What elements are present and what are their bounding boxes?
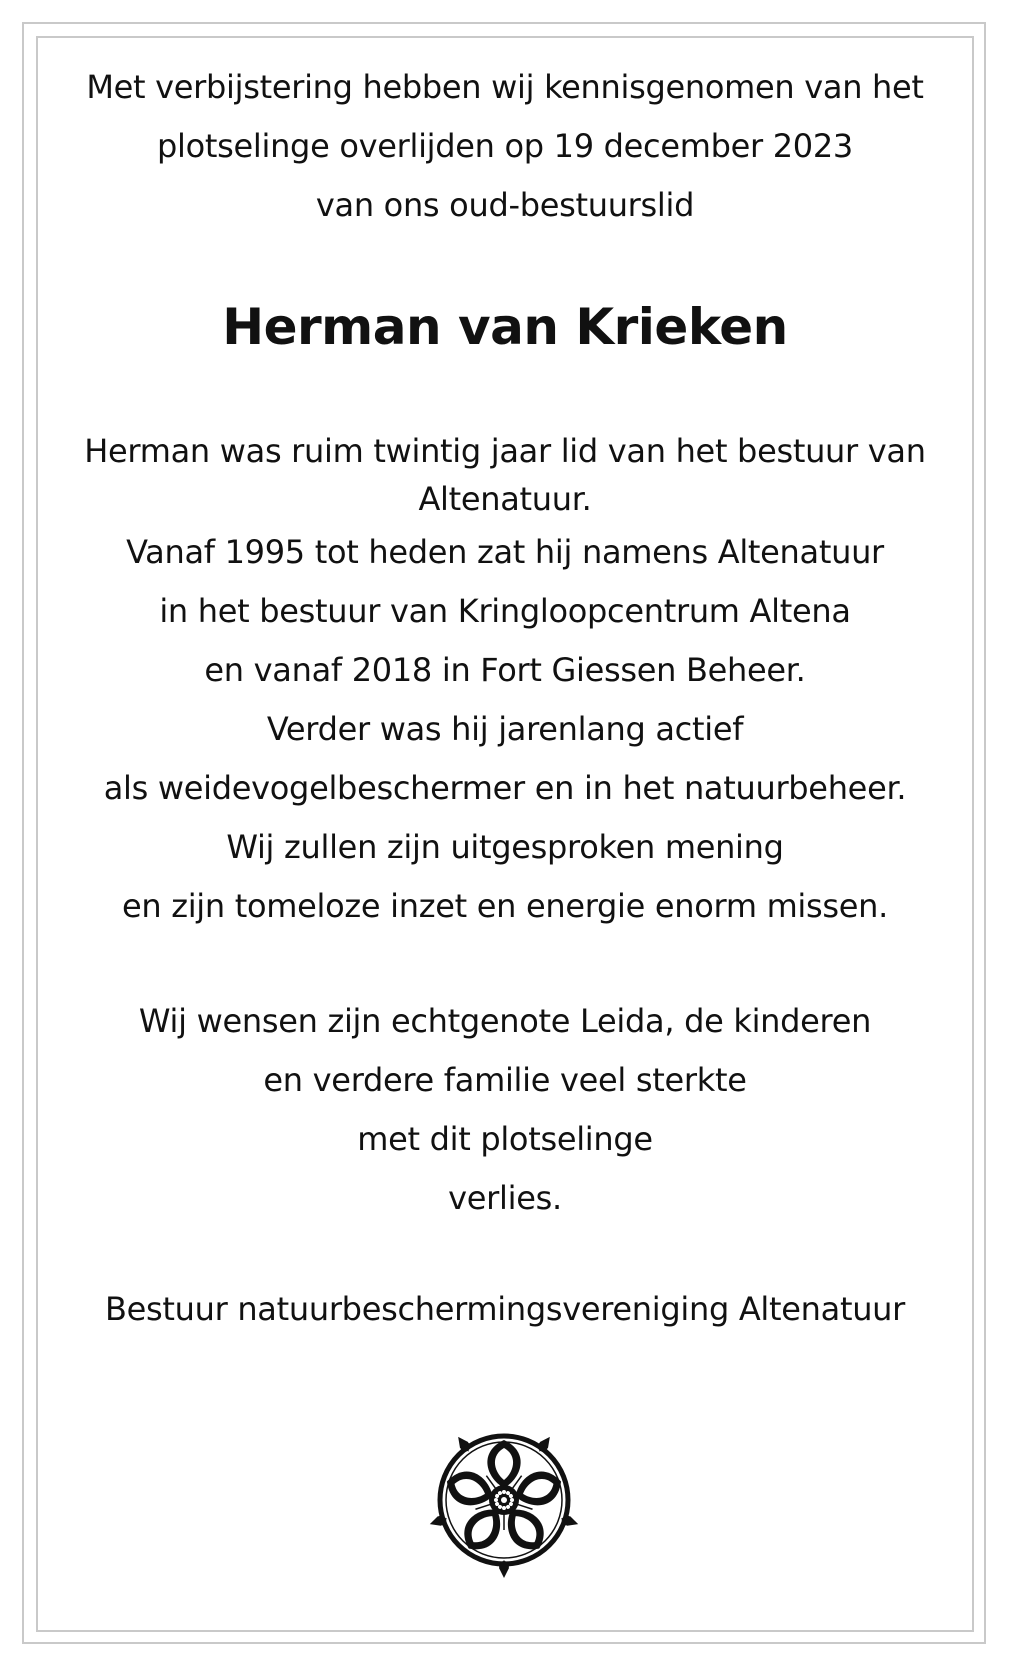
tribute-line-5: en vanaf 2018 in Fort Giessen Beheer. bbox=[204, 651, 806, 689]
tribute-line-2: Altenatuur. bbox=[418, 480, 592, 518]
intro-line-1: Met verbijstering hebben wij kennisgenomen van het bbox=[86, 68, 924, 106]
condolence-line-2: en verdere familie veel sterkte bbox=[263, 1061, 747, 1099]
tribute-line-7: als weidevogelbeschermer en in het natuurbeheer. bbox=[103, 769, 907, 807]
section-gap bbox=[40, 1228, 970, 1280]
signature: Bestuur natuurbeschermingsvereniging Altenatuur bbox=[104, 1290, 906, 1328]
altenatuur-rosette-logo-icon bbox=[424, 1420, 584, 1580]
tribute-line-6: Verder was hij jarenlang actief bbox=[266, 710, 744, 748]
intro-line-2: plotselinge overlijden op 19 december 2023 bbox=[157, 127, 853, 165]
obituary-text bbox=[40, 58, 970, 1339]
condolence-line-3: met dit plotselinge bbox=[357, 1120, 653, 1158]
intro-line-3: van ons oud-bestuurslid bbox=[315, 186, 695, 224]
deceased-name: Herman van Krieken bbox=[222, 298, 788, 356]
tribute-line-9: en zijn tomeloze inzet en energie enorm missen. bbox=[121, 887, 889, 925]
tribute-line-3: Vanaf 1995 tot heden zat hij namens Altenatuur bbox=[126, 533, 884, 571]
tribute-line-4: in het bestuur van Kringloopcentrum Altena bbox=[159, 592, 851, 630]
condolence-line-4: verlies. bbox=[448, 1179, 562, 1217]
section-gap bbox=[40, 936, 970, 992]
tribute-line-1: Herman was ruim twintig jaar lid van het bestuur van bbox=[84, 432, 926, 470]
condolence-line-1: Wij wensen zijn echtgenote Leida, de kinderen bbox=[138, 1002, 872, 1040]
tribute-line-8: Wij zullen zijn uitgesproken mening bbox=[226, 828, 784, 866]
